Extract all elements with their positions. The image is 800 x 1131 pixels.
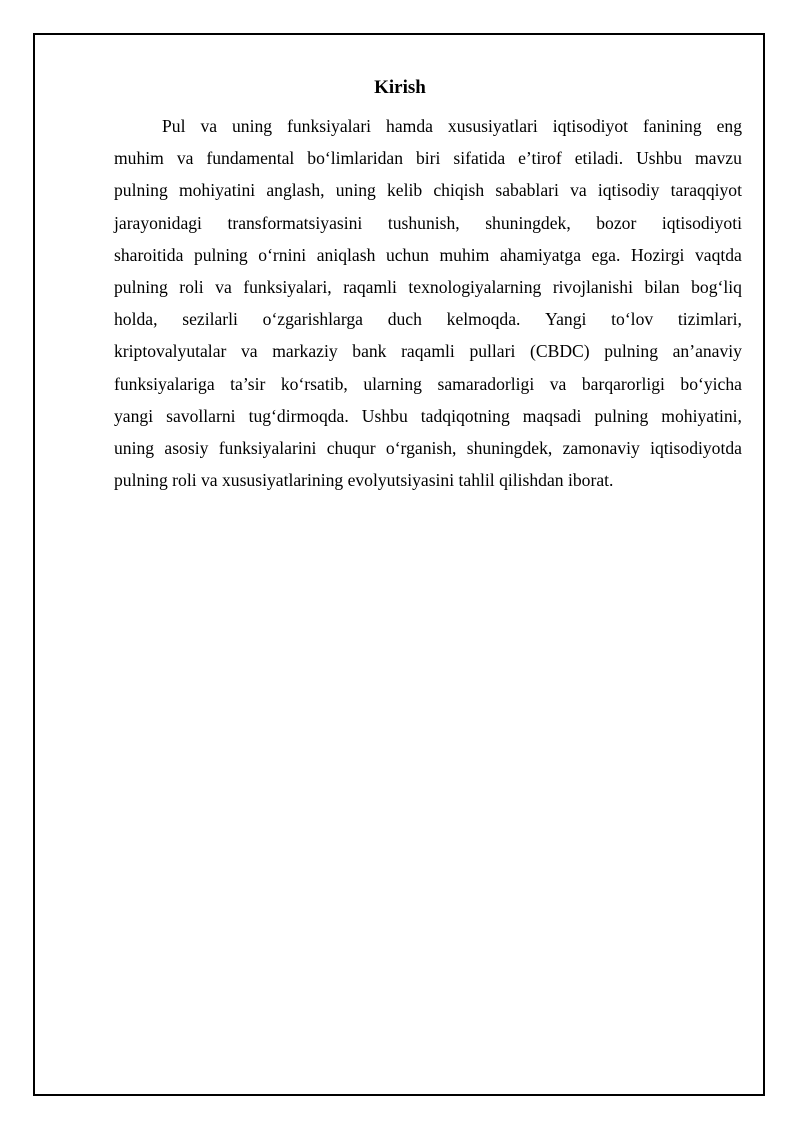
- paragraph-line: uning asosiy funksiyalarini chuqur o‘rganish, shuningdek, zamonaviy iqtisodiyotda: [114, 437, 742, 458]
- paragraph-line: holda, sezilarli o‘zgarishlarga duch kelmoqda. Yangi to‘lov tizimlari,: [114, 309, 742, 330]
- section-heading: Kirish: [374, 77, 426, 98]
- paragraph-line: funksiyalariga ta’sir ko‘rsatib, ularning samaradorligi va barqarorligi bo‘yicha: [114, 373, 742, 394]
- paragraph-line: Pul va uning funksiyalari hamda xususiyatlari iqtisodiyot fanining eng: [162, 116, 742, 136]
- paragraph-line: pulning roli va xususiyatlarining evolyutsiyasini tahlil qilishdan iborat.: [114, 470, 614, 491]
- paragraph-line: muhim va fundamental bo‘limlaridan biri sifatida e’tirof etiladi. Ushbu mavzu: [114, 148, 742, 169]
- paragraph-line: kriptovalyutalar va markaziy bank raqamli pullari (CBDC) pulning an’anaviy: [114, 341, 742, 362]
- intro-paragraph: [114, 110, 742, 496]
- paragraph-line: pulning roli va funksiyalari, raqamli texnologiyalarning rivojlanishi bilan bog‘liq: [114, 276, 742, 297]
- paragraph-line: pulning mohiyatini anglash, uning kelib chiqish sabablari va iqtisodiy taraqqiyot: [114, 180, 742, 201]
- paragraph-line: sharoitida pulning o‘rnini aniqlash uchun muhim ahamiyatga ega. Hozirgi vaqtda: [114, 244, 742, 265]
- paragraph-line: jarayonidagi transformatsiyasini tushunish, shuningdek, bozor iqtisodiyoti: [114, 212, 742, 233]
- paragraph-line: yangi savollarni tug‘dirmoqda. Ushbu tadqiqotning maqsadi pulning mohiyatini,: [114, 405, 742, 426]
